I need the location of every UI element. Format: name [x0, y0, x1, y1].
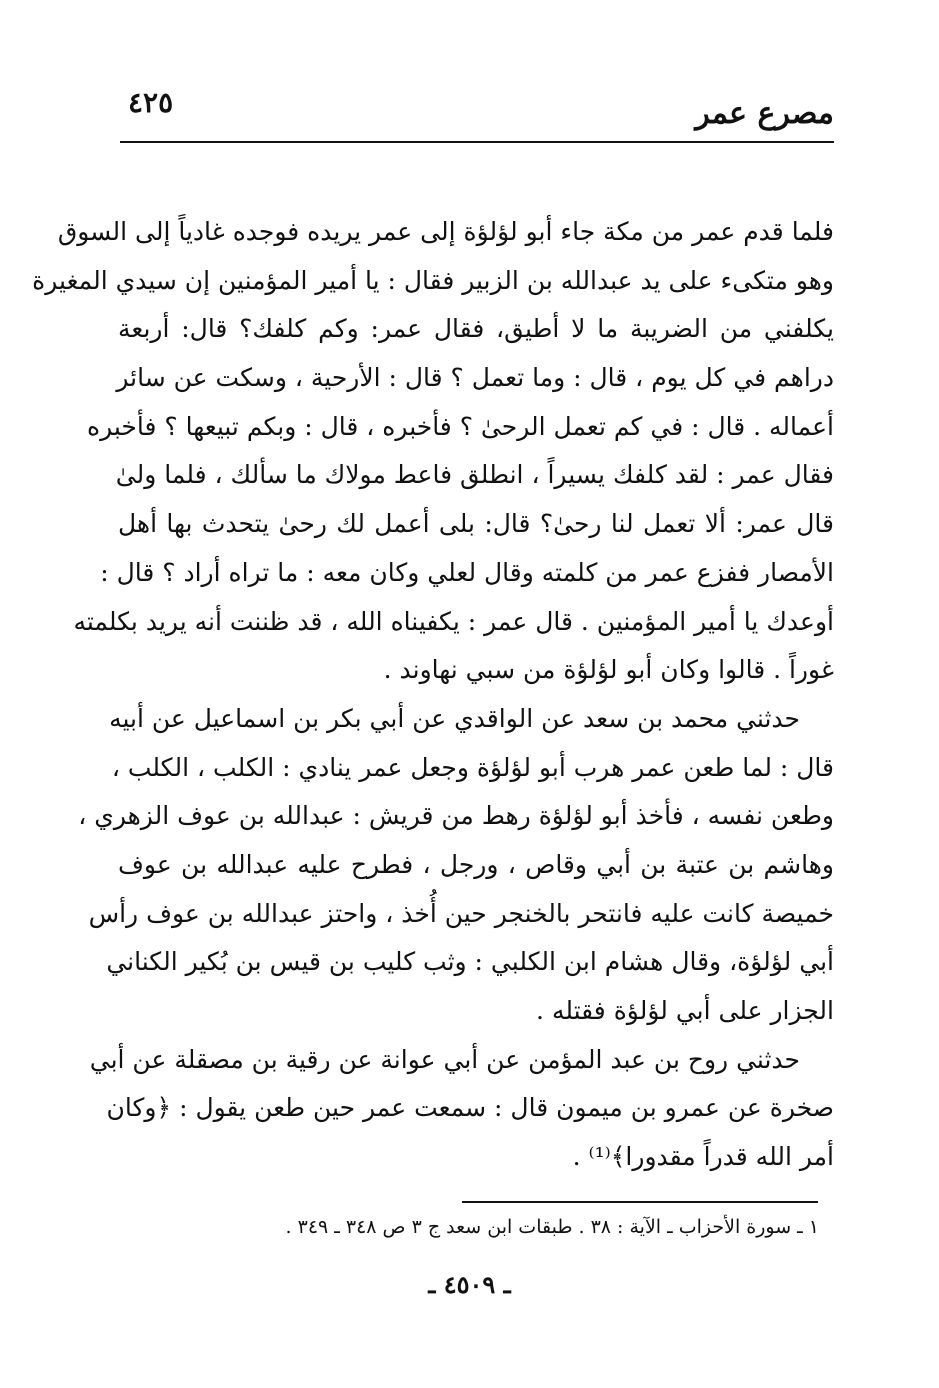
text-line: صخرة عن عمرو بن ميمون قال : سمعت عمر حين طعن يقول : ﴿وكان	[106, 1093, 834, 1123]
text-line: الجزار على أبي لؤلؤة فقتله .	[536, 996, 834, 1025]
text-line: خميصة كانت عليه فانتحر بالخنجر حين أُخذ ، واحتز عبدالله بن عوف رأس	[88, 898, 834, 928]
text-line: فلما قدم عمر من مكة جاء أبو لؤلؤة إلى عمر يريده فوجده غادياً إلى السوق	[57, 217, 834, 246]
text-line: قال : لما طعن عمر هرب أبو لؤلؤة وجعل عمر ينادي : الكلب ، الكلب ،	[111, 752, 834, 782]
text-line: وهاشم بن عتبة بن أبي وقاص ، ورجل ، فطرح عليه عبدالله بن عوف	[118, 849, 834, 879]
text-line: حدثني روح بن عبد المؤمن عن أبي عوانة عن رقية بن مصقلة عن أبي	[89, 1044, 800, 1074]
text-line: وهو متكىء على يد عبدالله بن الزبير فقال : يا أمير المؤمنين إن سيدي المغيرة	[32, 265, 834, 295]
page-header	[120, 78, 834, 140]
text-line: حدثني محمد بن سعد عن الواقدي عن أبي بكر بن اسماعيل عن أبيه	[109, 703, 800, 733]
text-line: يكلفني من الضريبة ما لا أطيق، فقال عمر: وكم كلفك؟ قال: أربعة	[118, 314, 834, 344]
page-number-bottom: ـ ٤٥٠٩ ـ	[428, 1270, 511, 1299]
text-line: وطعن نفسه ، فأخذ أبو لؤلؤة رهط من قريش : عبدالله بن عوف الزهري ،	[78, 801, 834, 831]
text-line: دراهم في كل يوم ، قال : وما تعمل ؟ قال : الأرحية ، وسكت عن سائر	[116, 363, 834, 393]
text-line: أمر الله قدراً مقدورا﴾⁽¹⁾ .	[572, 1142, 834, 1172]
page-number-top: ٤٢٥	[128, 86, 174, 119]
header-divider	[120, 141, 834, 143]
text-line: أبي لؤلؤة، وقال هشام ابن الكلبي : وثب كليب بن قيس بن بُكير الكناني	[106, 947, 834, 977]
text-line: أوعدك يا أمير المؤمنين . قال عمر : يكفيناه الله ، قد ظننت أنه يريد بكلمته	[73, 606, 834, 636]
text-line: قال عمر: ألا تعمل لنا رحىٰ؟ قال: بلى أعمل لك رحىٰ يتحدث بها أهل	[118, 509, 834, 539]
footnote-divider	[462, 1201, 818, 1203]
text-line: الأمصار ففزع عمر من كلمته وقال لعلي وكان معه : ما تراه أراد ؟ قال :	[100, 557, 834, 587]
footnote: ١ ـ سورة الأحزاب ـ الآية : ٣٨ . طبقات ابن سعد ج ٣ ص ٣٤٨ ـ ٣٤٩ .	[285, 1216, 819, 1238]
running-title: مصرع عمر	[695, 96, 834, 131]
text-line: غوراً . قالوا وكان أبو لؤلؤة من سبي نهاوند .	[383, 655, 834, 685]
text-line: فقال عمر : لقد كلفك يسيراً ، انطلق فاعط مولاك ما سألك ، فلما ولىٰ	[115, 460, 834, 490]
text-line: أعماله . قال : في كم تعمل الرحىٰ ؟ فأخبره ، قال : وبكم تبيعها ؟ فأخبره	[87, 411, 834, 441]
body-text	[32, 208, 834, 1182]
